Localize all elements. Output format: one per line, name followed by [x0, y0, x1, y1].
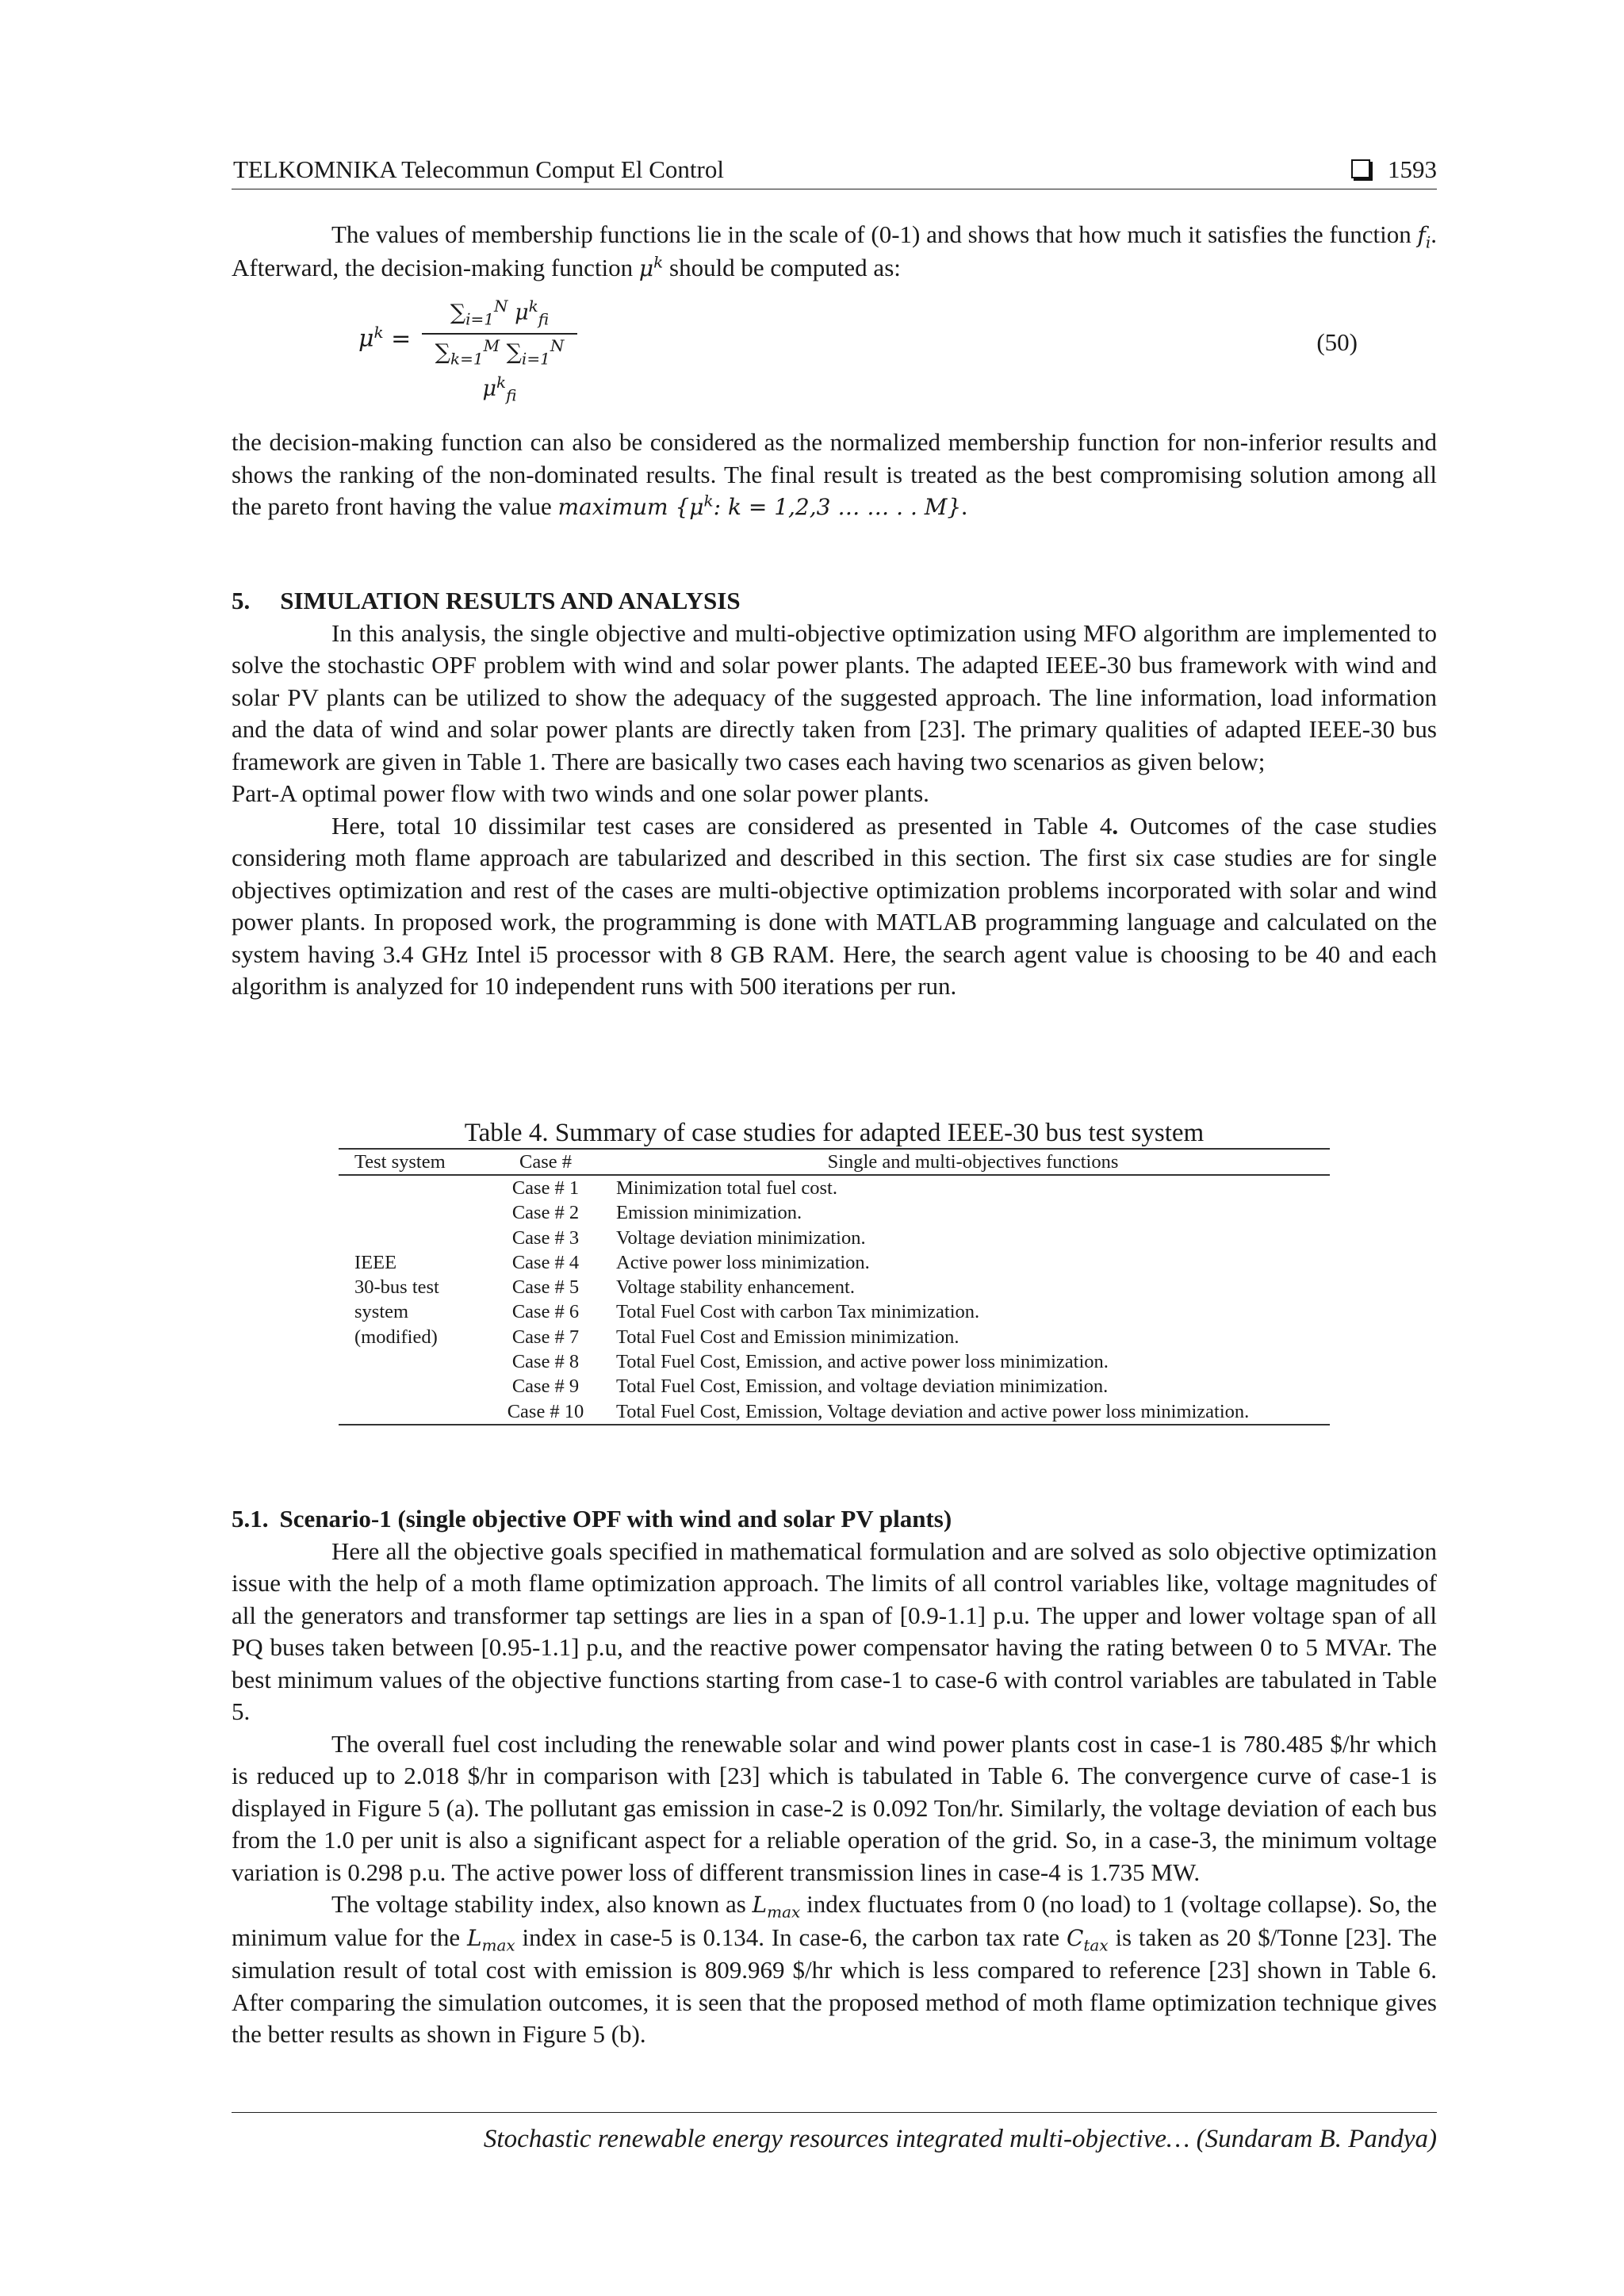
fraction-numerator — [422, 287, 577, 333]
math-subscript: tax — [1083, 1935, 1109, 1955]
section-paragraph — [232, 1888, 1437, 2051]
math-f-i — [1417, 222, 1431, 252]
table-row — [339, 1175, 1330, 1200]
case-cell: Case # 4 — [511, 1251, 580, 1273]
section-paragraph: Here all the objective goals specified in mathematical formulation and are solved as solo objective optimization issue with the help of a moth flame optimization approach. The limits of all control variables like, voltage magnitudes of all the generators and transformer tap settings are lies in a span of [0.9-1.1] p.u. The upper and lower voltage span of all PQ buses taken between [0.95-1.1] p.u, and the reactive power compensator having the rating between 0 to 5 MVAr. The best minimum values of the objective functions starting from case-1 to case-6 with control variables are tabulated in Table 5. — [232, 1536, 1437, 1725]
description-cell: Voltage stability enhancement. — [616, 1276, 855, 1299]
table-row — [339, 1275, 1330, 1299]
running-header — [232, 155, 1437, 190]
section-paragraph: Part-A optimal power flow with two winds and one solar power plants. — [232, 779, 929, 807]
section-paragraph: The overall fuel cost including the renewable solar and wind power plants cost in case-1 is 780.485 $/hr which is reduced up to 2.018 $/hr in comparison with [23] which is tabulated in Table 6. The convergence curve of case-1 is displayed in Figure 5 (a). The pollutant gas emission in case-2 is 0.092 Ton/hr. Similarly, the voltage deviation of each bus from the 1.0 per unit is also a significant aspect for a reliable operation of the grid. So, in a case-3, the minimum voltage variation is 0.298 p.u. The active power loss of different transmission lines in case-4 is 1.735 MW. — [232, 1729, 1437, 1886]
text-run: Outcomes of the case studies considering moth flame approach are tabularized and described in this section. The first six case studies are for single objectives optimization and rest of the cases are multi-objective optimization problems incorporated with solar and wind power plants. In proposed work, the programming is done with MATLAB programming language and calculated on the system having 3.4 GHz Intel i5 processor with 8 GB RAM. Here, the search agent value is choosing to be 40 and each algorithm is analyzed for 10 independent runs with 500 iterations per run. — [232, 811, 1437, 1000]
section-5-1 — [232, 1503, 1437, 2051]
math-symbol: f — [1417, 222, 1426, 248]
table-row — [339, 1299, 1330, 1324]
math-superscript: k — [528, 297, 538, 316]
text-run: Here, total 10 dissimilar test cases are considered as presented in Table 4 — [331, 811, 1113, 840]
sum-lower-limit: i=1 — [521, 349, 550, 369]
math-subscript: f — [538, 309, 550, 329]
table-row — [339, 1374, 1330, 1399]
system-cell: IEEE — [354, 1251, 397, 1273]
case-cell: Case # 5 — [511, 1276, 580, 1299]
math-l-max — [752, 1892, 801, 1922]
text-run: . Afterward, the decision-making function — [232, 220, 1437, 281]
text-run: should be computed as: — [669, 253, 901, 281]
math-l-max — [466, 1924, 515, 1955]
table-row — [339, 1200, 1330, 1225]
math-text: maximum {μ — [557, 494, 704, 520]
sum-upper-limit: N — [550, 336, 565, 355]
sum-upper-limit: N — [494, 297, 508, 316]
journal-title: TELKOMNIKA Telecommun Comput El Control — [233, 155, 724, 183]
description-cell: Active power loss minimization. — [616, 1251, 870, 1273]
math-symbol: μ — [638, 254, 654, 281]
case-cell: Case # 9 — [511, 1376, 580, 1398]
section-number: 5.1. — [232, 1505, 269, 1533]
math-maximum — [557, 491, 962, 520]
math-text: : k = 1,2,3 … … . . M} — [713, 494, 962, 520]
case-cell: Case # 10 — [486, 1399, 605, 1425]
equals-sign: = — [391, 325, 412, 353]
description-cell: Total Fuel Cost and Emission minimization. — [616, 1326, 959, 1348]
sum-lower-limit: i=1 — [465, 309, 495, 329]
text-run: index in case-5 is 0.134. In case-6, the carbon tax rate — [522, 1923, 1060, 1951]
square-box-icon — [1351, 159, 1370, 178]
math-symbol: μ — [358, 325, 374, 353]
case-cell: Case # 6 — [511, 1301, 580, 1323]
equation-lhs — [358, 325, 411, 353]
table-row — [339, 1226, 1330, 1250]
membership-paragraph — [232, 219, 1437, 285]
column-header: Test system — [339, 1149, 486, 1175]
summary-table — [339, 1148, 1330, 1425]
sum-symbol: ∑ — [435, 340, 450, 365]
running-footer: Stochastic renewable energy resources integrated multi-objective… (Sundaram B. Pandya) — [483, 2125, 1437, 2153]
case-cell: Case # 1 — [511, 1177, 580, 1199]
table-cell — [339, 1349, 486, 1425]
section-title: Scenario-1 (single objective OPF with wind and solar PV plants) — [279, 1505, 952, 1533]
math-subscript: f — [506, 385, 517, 405]
text-run: . — [961, 492, 967, 520]
sum-lower-limit: k=1 — [450, 349, 484, 369]
table-row — [339, 1349, 1330, 1374]
section-5 — [232, 585, 1437, 1003]
description-cell: Emission minimization. — [616, 1202, 802, 1224]
system-cell: (modified) — [354, 1326, 438, 1348]
text-run: . — [1112, 811, 1119, 840]
table-4 — [339, 1118, 1330, 1425]
footer-rule — [232, 2112, 1437, 2113]
math-subscript: max — [481, 1935, 515, 1955]
description-cell: Minimization total fuel cost. — [616, 1177, 837, 1199]
section-paragraph: In this analysis, the single objective and multi-objective optimization using MFO algorithm are implemented to solve the stochastic OPF problem with wind and solar power plants. The adapted IEEE-30 bus framework with wind and solar PV plants can be utilized to show the adequacy of the suggested approach. The line information, load information and the data of wind and solar power plants are directly taken from [23]. The primary qualities of adapted IEEE-30 bus framework are given in Table 1. There are basically two cases each having two scenarios as given below; — [232, 618, 1437, 775]
table-cell — [339, 1175, 486, 1250]
page-number — [1351, 155, 1437, 184]
table-caption: Table 4. Summary of case studies for adapted IEEE-30 bus test system — [464, 1119, 1205, 1147]
case-cell: Case # 2 — [511, 1202, 580, 1224]
text-run: the decision-making function can also be considered as the normalized membership function for non-inferior results and shows the ranking of the non-dominated results. The final result is treated as the best compromising solution among all the pareto front having the value — [232, 428, 1437, 520]
page-number-value: 1593 — [1388, 155, 1437, 183]
description-cell: Total Fuel Cost, Emission, Voltage deviation and active power loss minimization. — [605, 1399, 1330, 1425]
equation-number: (50) — [1316, 328, 1358, 356]
math-c-tax — [1066, 1924, 1109, 1955]
math-superscript: k — [496, 373, 507, 392]
math-subscript: i — [1425, 232, 1431, 252]
decision-paragraph — [232, 427, 1437, 524]
system-cell: system — [354, 1301, 409, 1323]
subsection-heading — [232, 1503, 1437, 1536]
column-header: Single and multi-objectives functions — [605, 1149, 1330, 1175]
table-header-row — [339, 1149, 1330, 1175]
math-symbol: C — [1066, 1924, 1084, 1951]
equation-fraction — [422, 287, 577, 408]
math-symbol: μ — [515, 300, 529, 325]
section-title: SIMULATION RESULTS AND ANALYSIS — [280, 587, 741, 614]
math-mu-k — [638, 252, 664, 281]
text-run: The voltage stability index, also known as — [331, 1890, 746, 1918]
table-row — [339, 1250, 1330, 1275]
math-symbol: μ — [482, 377, 497, 401]
equation-50 — [232, 287, 1437, 406]
math-superscript: k — [373, 323, 384, 342]
math-superscript: k — [703, 491, 714, 511]
sum-symbol: ∑ — [506, 340, 522, 365]
description-cell: Voltage deviation minimization. — [616, 1226, 866, 1249]
text-run: The values of membership functions lie in the scale of (0-1) and shows that how much it satisfies the function — [331, 220, 1411, 248]
description-cell: Total Fuel Cost, Emission, and active power loss minimization. — [616, 1351, 1109, 1373]
math-subscript: max — [767, 1902, 801, 1922]
section-number: 5. — [232, 587, 251, 614]
case-cell: Case # 8 — [511, 1351, 580, 1373]
table-row — [339, 1399, 1330, 1425]
section-paragraph — [232, 810, 1437, 1003]
case-cell: Case # 7 — [511, 1326, 580, 1348]
sum-symbol: ∑ — [450, 300, 466, 325]
text-run: is taken as 20 $/Tonne [23]. The simulation result of total cost with emission is 809.969 $/hr which is less compared to reference [23] shown in Table 6. After comparing the simulation outcomes, it is seen that the proposed method of moth flame optimization technique gives the better results as shown in Figure 5 (b). — [232, 1923, 1438, 2048]
table-row — [339, 1325, 1330, 1349]
math-superscript: k — [653, 252, 664, 272]
math-symbol: L — [752, 1892, 768, 1918]
sum-upper-limit: M — [483, 336, 500, 355]
text-run: index fluctuates from 0 (no load) to 1 (voltage collapse). So, the minimum value for the — [232, 1890, 1437, 1951]
description-cell: Total Fuel Cost, Emission, and voltage deviation minimization. — [616, 1376, 1109, 1398]
description-cell: Total Fuel Cost with carbon Tax minimization. — [616, 1301, 980, 1323]
case-cell: Case # 3 — [511, 1226, 580, 1249]
system-cell: 30-bus test — [354, 1276, 439, 1299]
column-header: Case # — [486, 1149, 605, 1175]
section-heading — [232, 585, 1437, 618]
fraction-denominator — [422, 335, 577, 408]
math-symbol: L — [466, 1924, 482, 1951]
